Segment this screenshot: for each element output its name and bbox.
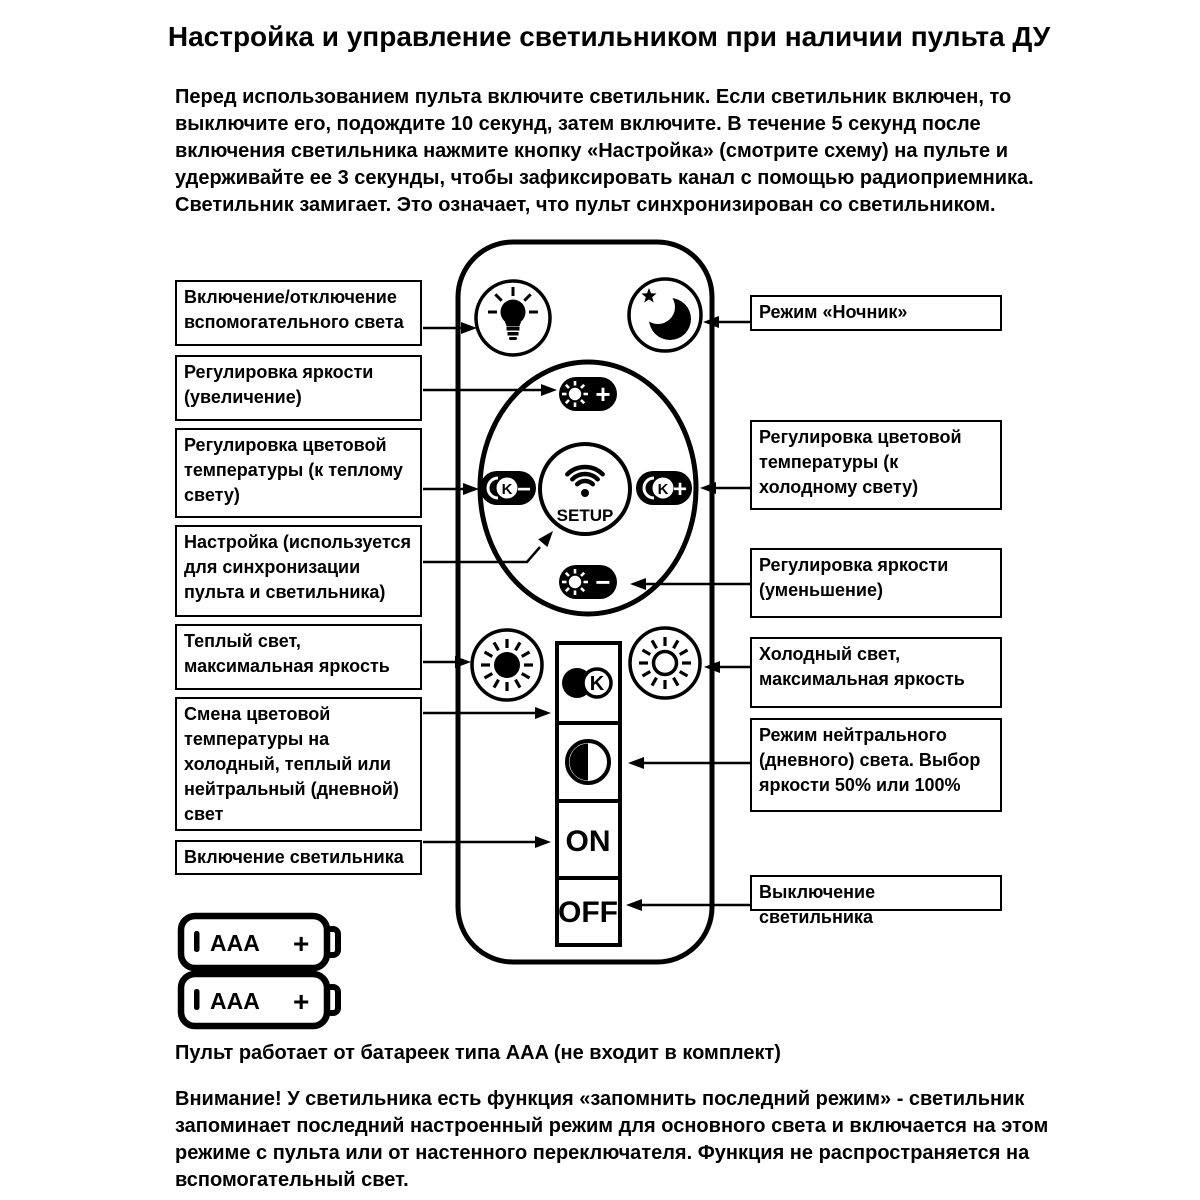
battery-aaa-2: [181, 974, 338, 1026]
label-temp-warm: Регулировка цветовой температуры (к теплому свету): [175, 428, 422, 518]
minus-sign: −: [516, 476, 532, 503]
aux-light-button: [476, 281, 550, 355]
k-letter: K: [589, 673, 605, 695]
cool-max-button: [630, 628, 700, 698]
page-title: Настройка и управление светильником при наличии пульта ДУ: [167, 21, 1051, 52]
battery-note: Пульт работает от батареек типа AAA (не входит в комплект): [175, 1042, 781, 1064]
night-mode-button: [629, 279, 701, 351]
label-temp-cool: Регулировка цветовой температуры (к холодному свету): [750, 420, 1002, 510]
off-button: OFF: [558, 896, 618, 929]
battery-negative-mark: [194, 931, 200, 952]
battery-plus: +: [293, 928, 310, 959]
label-light-on: Включение светильника: [175, 840, 422, 875]
hollow-sun-icon: [654, 652, 677, 675]
minus-sign: −: [595, 567, 611, 597]
label-temp-cycle: Смена цветовой температуры на холодный, теплый или нейтральный (дневной) свет: [175, 697, 422, 831]
sun-icon: [569, 576, 581, 588]
plus-sign: +: [595, 379, 611, 409]
button-column: [557, 643, 620, 945]
attention-paragraph: Внимание! У светильника есть функция «запомнить последний режим» - светильник запоминает последний настроенный режим для основного света и включается на этом режиме с пульта или от настенного переключателя. Функция не распространяется на вспомогательный свет.: [175, 1088, 1049, 1191]
plus-sign: +: [672, 476, 688, 503]
intro-paragraph: Перед использованием пульта включите светильник. Если светильник включен, то выключите его, подождите 10 секунд, затем включите. В течение 5 секунд после включения светильника нажмите кнопку «Настройка» (смотрите схему) на пульте и удерживайте ее 3 секунды, чтобы зафиксировать канал с помощью радиоприемника. Светильник замигает. Это означает, что пульт синхронизирован со светильником.: [175, 86, 1034, 216]
temp-warm-button: [480, 471, 536, 505]
label-light-off: Выключение светильника: [750, 875, 1002, 911]
label-warm-max: Теплый свет, максимальная яркость: [175, 624, 422, 690]
label-aux-light: Включение/отключение вспомогательного света: [175, 280, 422, 346]
brightness-up-button: [559, 377, 617, 411]
label-setup: Настройка (используется для синхронизации пульта и светильника): [175, 525, 422, 617]
neutral-mode-button: [567, 741, 609, 783]
battery-aaa-1: [181, 916, 338, 968]
warm-max-button: [472, 630, 542, 700]
temp-cycle-button: [562, 668, 611, 698]
setup-button: [540, 444, 630, 534]
temp-cool-button: [636, 471, 692, 505]
filled-sun-icon: [494, 652, 520, 678]
sun-icon: [569, 388, 581, 400]
battery-negative-mark: [194, 989, 200, 1010]
battery-plus: +: [293, 986, 310, 1017]
k-letter: K: [501, 481, 513, 498]
battery-label: AAA: [210, 930, 260, 956]
label-brightness-down: Регулировка яркости (уменьшение): [750, 548, 1002, 618]
setup-label: SETUP: [556, 506, 614, 525]
k-letter: K: [657, 481, 669, 498]
label-night-mode: Режим «Ночник»: [750, 295, 1002, 331]
battery-label: AAA: [210, 988, 260, 1014]
label-brightness-up: Регулировка яркости (увеличение): [175, 355, 422, 421]
label-neutral-mode: Режим нейтрального (дневного) света. Выбор яркости 50% или 100%: [750, 718, 1002, 812]
label-cool-max: Холодный свет, максимальная яркость: [750, 637, 1002, 708]
brightness-down-button: [559, 565, 617, 599]
on-button: ON: [565, 825, 611, 858]
